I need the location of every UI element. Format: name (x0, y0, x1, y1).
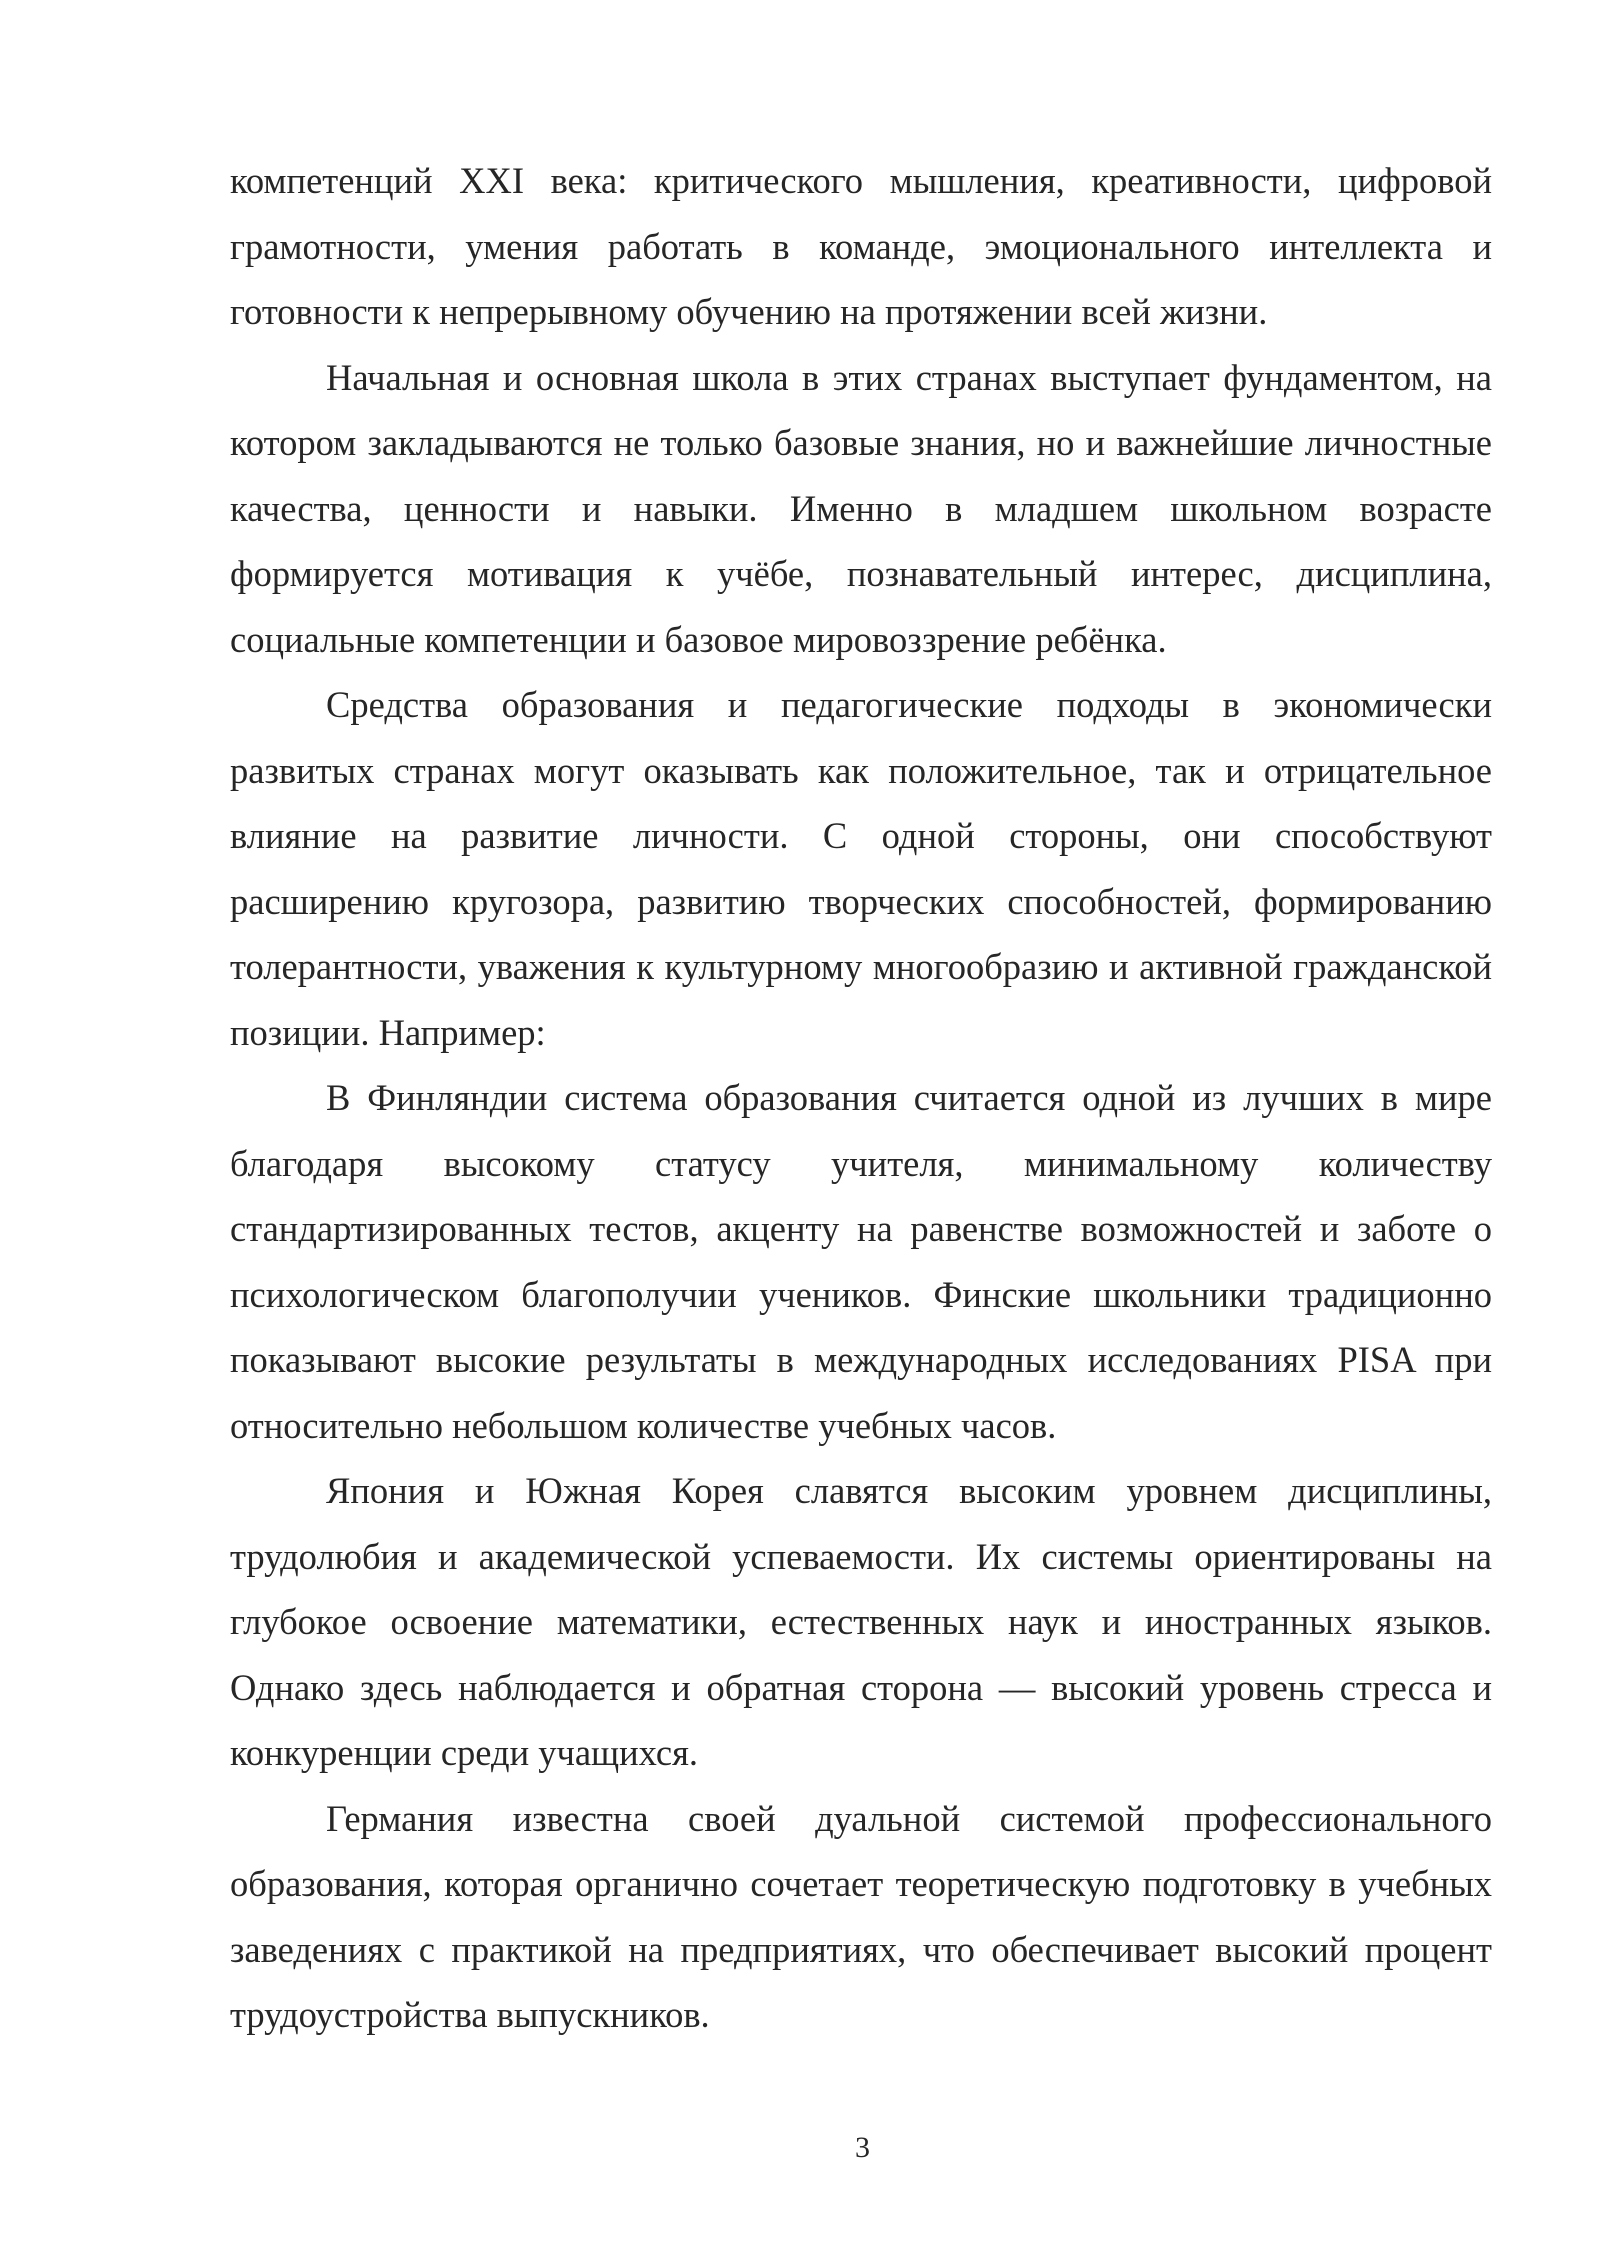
paragraph-education-means: Средства образования и педагогические подходы в экономически развитых странах могут оказывать как положительное, так и отрицательное влияние на развитие личности. С одной стороны, они способствуют расширению кругозора, развитию творческих способностей, формированию толерантности, уважения к культурному многообразию и активной гражданской позиции. Например: (230, 684, 1492, 1053)
paragraph-continuation: компетенций XXI века: критического мышления, креативности, цифровой грамотности, умения работать в команде, эмоционального интеллекта и готовности к непрерывному обучению на протяжении всей жизни. (230, 160, 1492, 332)
paragraph-primary-school: Начальная и основная школа в этих странах выступает фундаментом, на котором закладываются не только базовые знания, но и важнейшие личностные качества, ценности и навыки. Именно в младшем школьном возрасте формируется мотивация к учёбе, познавательный интерес, дисциплина, социальные компетенции и базовое мировоззрение ребёнка. (230, 356, 1492, 660)
body-text (230, 148, 1492, 2048)
paragraph-germany: Германия известна своей дуальной системой профессионального образования, которая органично сочетает теоретическую подготовку в учебных заведениях с практикой на предприятиях, что обеспечивает высокий процент трудоустройства выпускников. (230, 1797, 1492, 2035)
paragraph-japan-korea: Япония и Южная Корея славятся высоким уровнем дисциплины, трудолюбия и академической успеваемости. Их системы ориентированы на глубокое освоение математики, естественных наук и иностранных языков. Однако здесь наблюдается и обратная сторона — высокий уровень стресса и конкуренции среди учащихся. (230, 1470, 1492, 1773)
page-number: 3 (855, 2131, 870, 2164)
paragraph-finland: В Финляндии система образования считается одной из лучших в мире благодаря высокому статусу учителя, минимальному количеству стандартизированных тестов, акценту на равенстве возможностей и заботе о психологическом благополучии учеников. Финские школьники традиционно показывают высокие результаты в международных исследованиях PISA при относительно небольшом количестве учебных часов. (230, 1077, 1492, 1446)
